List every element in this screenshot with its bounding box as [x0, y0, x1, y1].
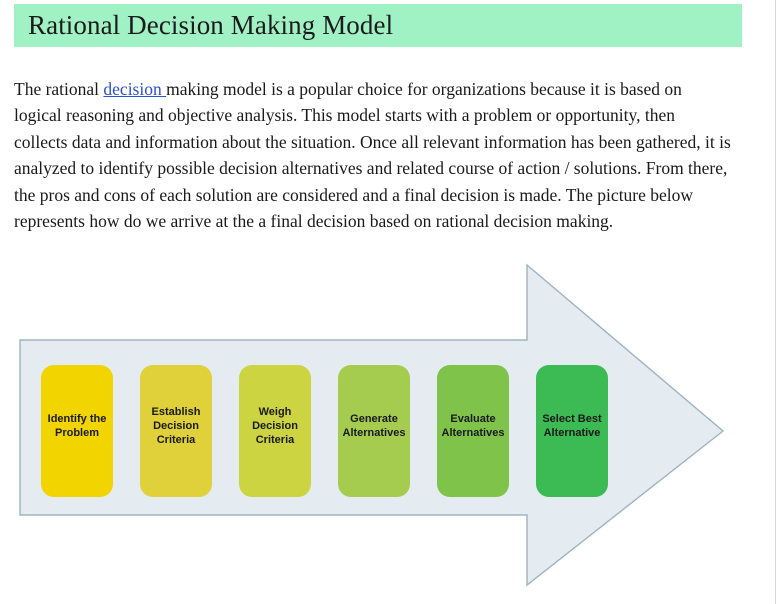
decision-link[interactable]: decision: [103, 78, 167, 99]
page-title-banner: [14, 4, 742, 47]
step-label-line2: Alternatives: [342, 427, 406, 439]
step-select-best-alternative[interactable]: [536, 365, 608, 497]
step-label-line2: Alternatives: [441, 427, 505, 439]
step-generate-alternatives[interactable]: [338, 365, 410, 497]
step-label-line1: Weigh: [258, 406, 292, 418]
step-label-line1: Evaluate: [450, 413, 496, 425]
page-title: Rational Decision Making Model: [28, 10, 394, 40]
step-label-line2: Problem: [54, 427, 100, 439]
step-label-line1: Establish: [151, 406, 201, 418]
step-label-line3: Criteria: [255, 434, 295, 446]
paragraph-text-before-link: The rational: [14, 78, 104, 99]
intro-paragraph: [14, 76, 732, 236]
step-label-line2: Decision: [252, 420, 298, 432]
step-identify-the-problem[interactable]: [41, 365, 113, 497]
decision-process-diagram: [0, 255, 776, 595]
step-weigh-decision-criteria[interactable]: [239, 365, 311, 497]
step-evaluate-alternatives[interactable]: [437, 365, 509, 497]
step-label-line1: Generate: [350, 413, 398, 425]
step-establish-decision-criteria[interactable]: [140, 365, 212, 497]
paragraph-text-after-link: making model is a popular choice for organizations because it is based on logical reasoning and objective analysis. This model starts with a problem or opportunity, then collects data and information about the situation. Once all relevant information has been gathered, it is analyzed to identify possible decision alternatives and related course of action / solutions. From there, the pros and cons of each solution are considered and a final decision is made. The picture below represents how do we arrive at the a final decision based on rational decision making.: [14, 78, 731, 232]
step-label-line1: Select Best: [542, 413, 602, 425]
step-label-line2: Decision: [153, 420, 199, 432]
step-label-line2: Alternative: [543, 427, 601, 439]
step-label-line1: Identify the: [47, 413, 107, 425]
step-label-line3: Criteria: [156, 434, 196, 446]
